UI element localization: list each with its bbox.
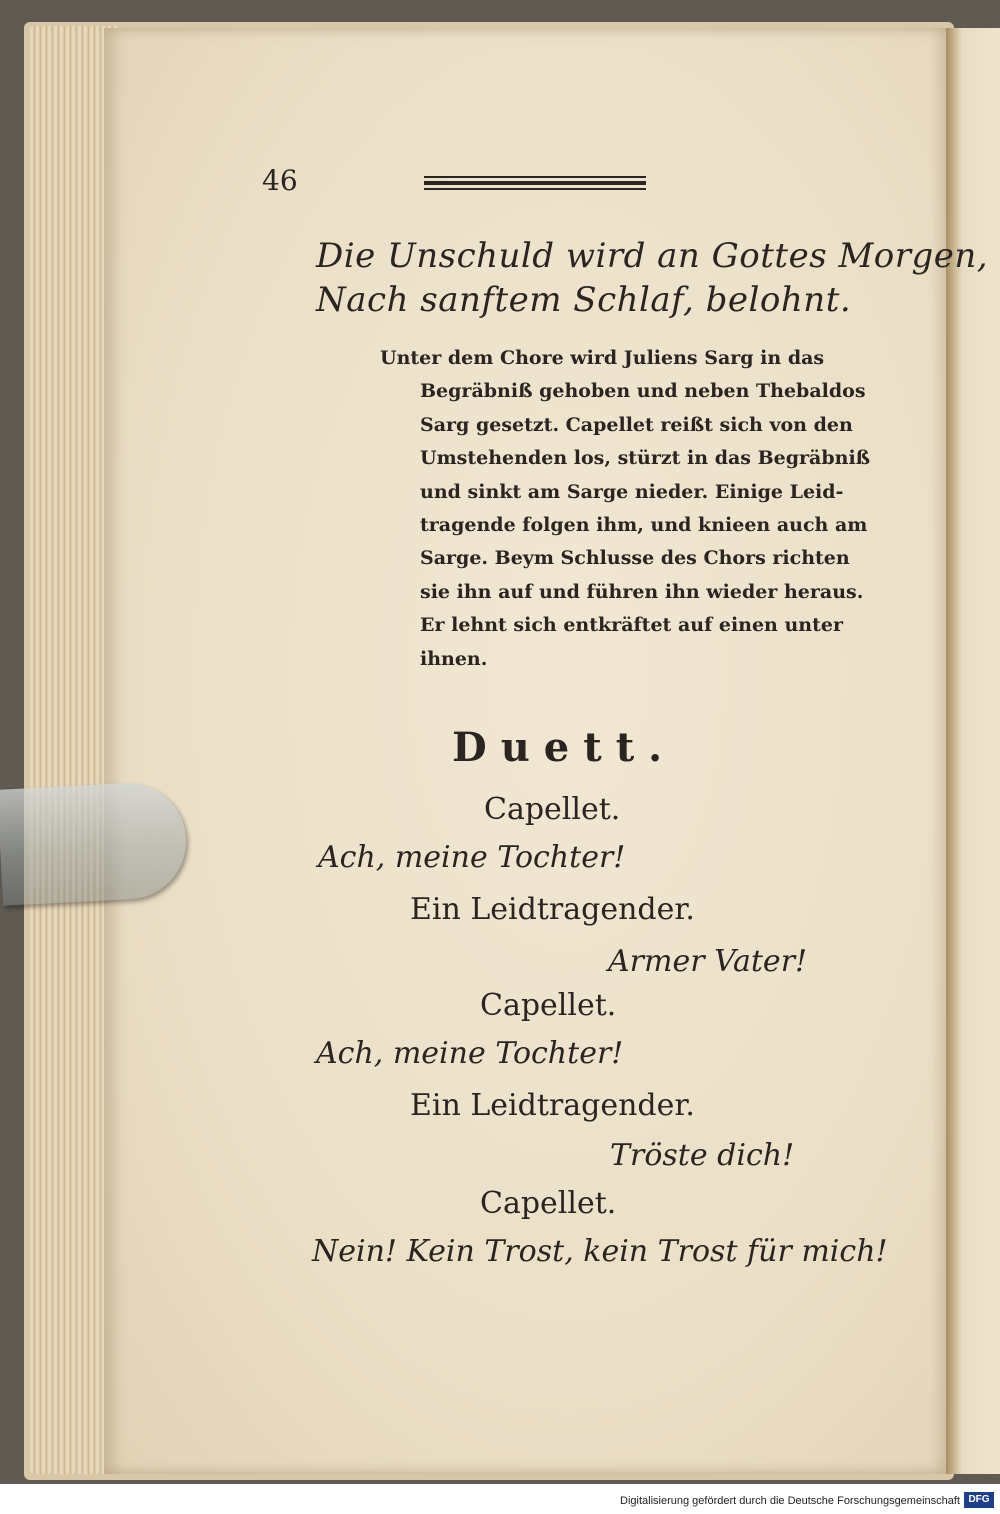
speaker-name: Capellet. — [484, 792, 621, 827]
section-title: Duett. — [452, 724, 677, 771]
stage-direction-line: Sarg gesetzt. Capellet reißt sich von den — [420, 413, 853, 436]
speaker-name: Ein Leidtragender. — [410, 892, 695, 927]
dialogue-line: Armer Vater! — [608, 944, 808, 979]
speaker-name: Ein Leidtragender. — [410, 1088, 695, 1123]
page-clip — [0, 780, 189, 906]
stage-direction-line: sie ihn auf und führen ihn wieder heraus. — [420, 580, 864, 603]
stage-direction-line: und sinkt am Sarge nieder. Einige Leid- — [420, 480, 844, 503]
funding-credit: Digitalisierung gefördert durch die Deutsche Forschungsgemeinschaft — [620, 1495, 960, 1507]
verse-line: Die Unschuld wird an Gottes Morgen, — [316, 236, 989, 276]
stage-direction-line: ihnen. — [420, 647, 488, 670]
speaker-name: Capellet. — [480, 1186, 617, 1221]
stage-direction-line: Er lehnt sich entkräftet auf einen unter — [420, 614, 843, 637]
stage-direction-line: tragende folgen ihm, und knieen auch am — [420, 514, 868, 537]
dialogue-line: Ach, meine Tochter! — [318, 840, 626, 875]
dialogue-line: Tröste dich! — [610, 1138, 795, 1173]
dfg-logo[interactable]: DFG — [964, 1492, 994, 1508]
stage-direction-line: Umstehenden los, stürzt in das Begräbniß — [420, 447, 871, 470]
stage-direction-line: Sarge. Beym Schlusse des Chors richten — [420, 547, 850, 570]
verse-line: Nach sanftem Schlaf, belohnt. — [316, 280, 852, 320]
dialogue-line: Ach, meine Tochter! — [316, 1036, 624, 1071]
page-number: 46 — [262, 164, 298, 197]
stage-direction-line: Begräbniß gehoben und neben Thebaldos — [420, 380, 866, 403]
stage-direction-line: Unter dem Chore wird Juliens Sarg in das — [380, 347, 825, 369]
dialogue-line: Nein! Kein Trost, kein Trost für mich! — [312, 1234, 888, 1269]
stage-direction — [380, 342, 871, 676]
speaker-name: Capellet. — [480, 988, 617, 1023]
